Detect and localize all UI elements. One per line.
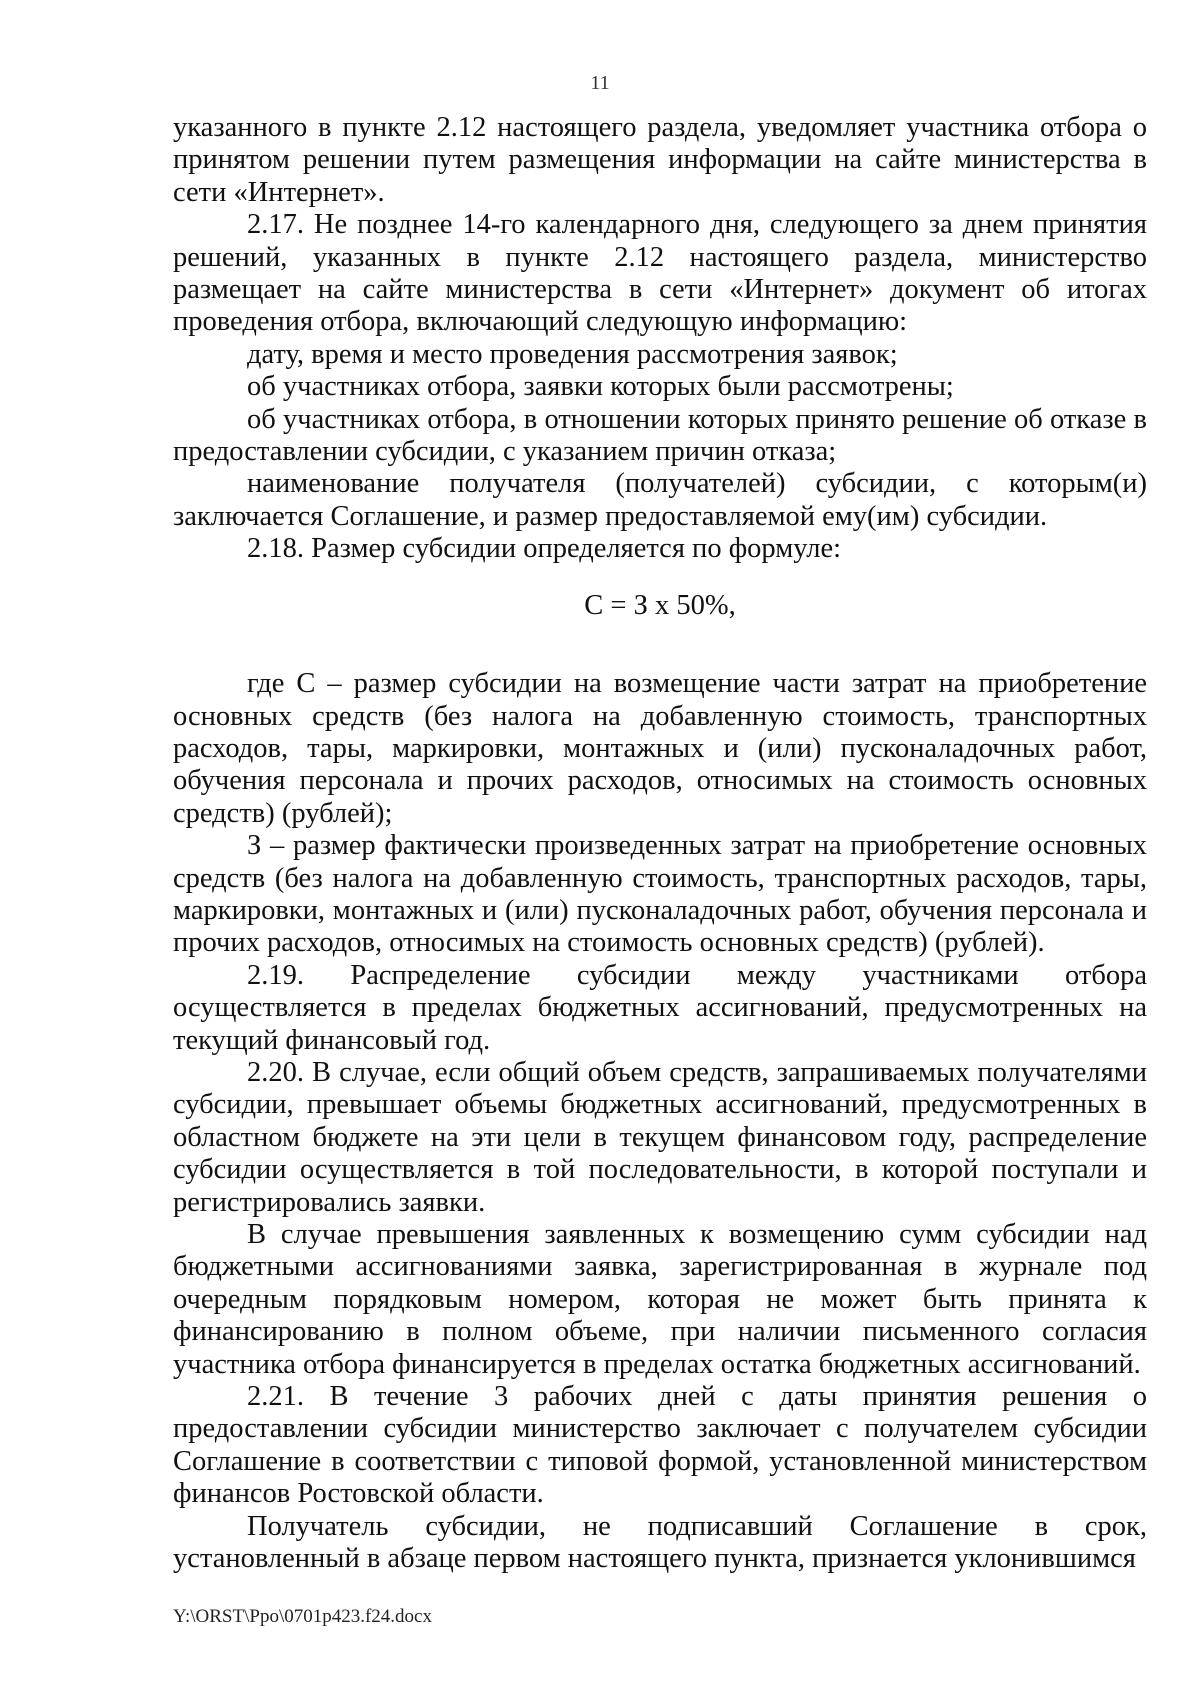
list-item-participants-refused: об участниках отбора, в отношении которых принято решение об отказе в предоставлении субсидии, с указанием причин отказа; <box>173 403 1147 468</box>
paragraph-continuation: указанного в пункте 2.12 настоящего раздела, уведомляет участника отбора о принятом решении путем размещения информации на сайте министерства в сети «Интернет». <box>173 112 1147 208</box>
paragraph-2-17: 2.17. Не позднее 14-го календарного дня, следующего за днем принятия решений, указанных в пункте 2.12 настоящего раздела, министерство размещает на сайте министерства в сети «Интернет» документ об итогах проведения отбора, включающий следующую информацию: <box>173 209 1147 338</box>
paragraph-excess-claims: В случае превышения заявленных к возмещению сумм субсидии над бюджетными ассигнованиями заявка, зарегистрированная в журнале под очередным порядковым номером, которая не может быть принята к финансированию в полном объеме, при наличии письменного согласия участника отбора финансируется в пределах остатка бюджетных ассигнований. <box>173 1219 1147 1380</box>
paragraph-formula-c-definition: где С – размер субсидии на возмещение части затрат на приобретение основных средств (без налога на добавленную стоимость, транспортных расходов, тары, маркировки, монтажных и (или) пусконаладочных работ, обучения персонала и прочих расходов, относимых на стоимость основных средств) (рублей); <box>173 668 1147 829</box>
paragraph-2-21: 2.21. В течение 3 рабочих дней с даты принятия решения о предоставлении субсидии министерство заключает с получателем субсидии Соглашение в соответствии с типовой формой, установленной министерством финансов Ростовской области. <box>173 1381 1147 1510</box>
paragraph-formula-z-definition: З – размер фактически произведенных затрат на приобретение основных средств (без налога на добавленную стоимость, транспортных расходов, тары, маркировки, монтажных и (или) пусконаладочных работ, обучения персонала и прочих расходов, относимых на стоимость основных средств) (рублей). <box>173 830 1147 959</box>
paragraph-2-19: 2.19. Распределение субсидии между участниками отбора осуществляется в пределах бюджетных ассигнований, предусмотренных на текущий финансовый год. <box>173 959 1147 1056</box>
paragraph-2-20: 2.20. В случае, если общий объем средств, запрашиваемых получателями субсидии, превышает объемы бюджетных ассигнований, предусмотренных в областном бюджете на эти цели в текущем финансовом году, распределение субсидии осуществляется в той последовательности, в которой поступали и регистрировались заявки. <box>173 1056 1147 1218</box>
file-path-footer: Y:\ORST\Ppo\0701p423.f24.docx <box>173 1606 432 1627</box>
list-item-date-time-place: дату, время и место проведения рассмотрения заявок; <box>247 338 898 370</box>
list-item-recipient-name: наименование получателя (получателей) субсидии, с которым(и) заключается Соглашение, и размер предоставляемой ему(им) субсидии. <box>173 468 1147 532</box>
page-number: 11 <box>590 72 610 94</box>
subsidy-formula: С = З х 50%, <box>584 589 736 621</box>
document-body <box>173 112 1147 1575</box>
paragraph-2-18: 2.18. Размер субсидии определяется по формуле: <box>247 533 842 565</box>
paragraph-recipient-evasion: Получатель субсидии, не подписавший Соглашение в срок, установленный в абзаце первом настоящего пункта, признается уклонившимся <box>173 1510 1147 1575</box>
list-item-participants-reviewed: об участниках отбора, заявки которых были рассмотрены; <box>247 371 954 403</box>
